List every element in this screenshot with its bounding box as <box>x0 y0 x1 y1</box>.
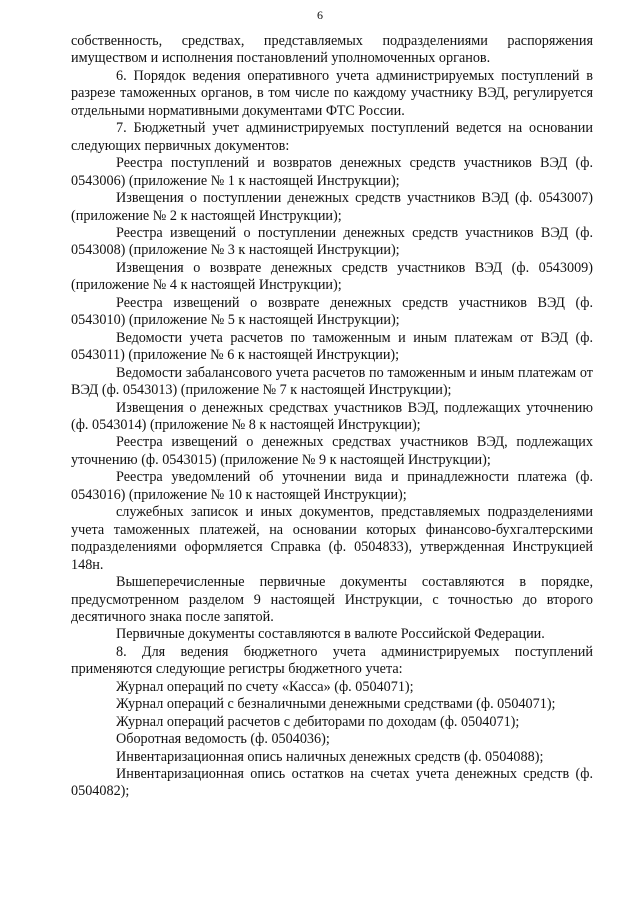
paragraph-text: Первичные документы составляются в валюте Российской Федерации. <box>116 626 545 643</box>
register-list-item: Инвентаризационная опись наличных денежных средств (ф. 0504088); <box>116 748 544 765</box>
register-list-item: Журнал операций с безналичными денежными средствами (ф. 0504071); <box>116 696 556 713</box>
register-list-item: Журнал операций по счету «Касса» (ф. 0504071); <box>116 678 414 695</box>
document-list-item: Реестра извещений о возврате денежных средств участников ВЭД (ф. 0543010) (приложение № 5 к настоящей Инструкции); <box>71 294 593 329</box>
document-list-item: служебных записок и иных документов, представляемых подразделениями учета таможенных платежей, на основании которых финансово-бухгалтерскими подразделениями оформляется Справка (ф. 0504833), утвержденная Инструкцией 148н. <box>71 504 593 573</box>
paragraph-text: Вышеперечисленные первичные документы составляются в порядке, предусмотренном разделом 9 настоящей Инструкции, с точностью до второго десятичного знака после запятой. <box>71 574 593 625</box>
paragraph-item-8: 8. Для ведения бюджетного учета администрируемых поступлений применяются следующие регистры бюджетного учета: <box>71 643 593 678</box>
document-list-item: Извещения о денежных средствах участников ВЭД, подлежащих уточнению (ф. 0543014) (приложение № 8 к настоящей Инструкции); <box>71 399 593 433</box>
document-list-item: Реестра извещений о денежных средствах участников ВЭД, подлежащих уточнению (ф. 0543015) (приложение № 9 к настоящей Инструкции); <box>71 434 593 468</box>
page-number: 6 <box>317 8 323 22</box>
document-list-item: Реестра извещений о поступлении денежных средств участников ВЭД (ф. 0543008) (приложение № 3 к настоящей Инструкции); <box>71 224 593 259</box>
paragraph-item-7: 7. Бюджетный учет администрируемых поступлений ведется на основании следующих первичных документов: <box>71 120 593 154</box>
document-list-item: Реестра уведомлений об уточнении вида и принадлежности платежа (ф. 0543016) (приложение № 10 к настоящей Инструкции); <box>71 469 593 503</box>
document-list-item: Ведомости учета расчетов по таможенным и иным платежам от ВЭД (ф. 0543011) (приложение № 6 к настоящей Инструкции); <box>71 329 593 364</box>
document-list-item: Извещения о возврате денежных средств участников ВЭД (ф. 0543009) (приложение № 4 к настоящей Инструкции); <box>71 259 593 294</box>
register-list-item: Инвентаризационная опись остатков на счетах учета денежных средств (ф. 0504082); <box>71 766 593 800</box>
document-list-item: Извещения о поступлении денежных средств участников ВЭД (ф. 0543007) (приложение № 2 к настоящей Инструкции); <box>71 190 593 224</box>
document-list-item: Ведомости забалансового учета расчетов по таможенным и иным платежам от ВЭД (ф. 0543013) (приложение № 7 к настоящей Инструкции); <box>71 364 593 399</box>
document-list-item: Реестра поступлений и возвратов денежных средств участников ВЭД (ф. 0543006) (приложение № 1 к настоящей Инструкции); <box>71 155 593 189</box>
register-list-item: Оборотная ведомость (ф. 0504036); <box>116 731 330 748</box>
paragraph-continuation: собственность, средствах, представляемых подразделениями распоряжения имуществом и исполнения постановлений уполномоченных органов. <box>71 33 593 67</box>
document-body <box>71 33 593 801</box>
register-list-item: Журнал операций расчетов с дебиторами по доходам (ф. 0504071); <box>116 713 520 730</box>
paragraph-item-6: 6. Порядок ведения оперативного учета администрируемых поступлений в разрезе таможенных органов, в том числе по каждому участнику ВЭД, регулируется отдельными нормативными документами ФТС России. <box>71 67 593 119</box>
